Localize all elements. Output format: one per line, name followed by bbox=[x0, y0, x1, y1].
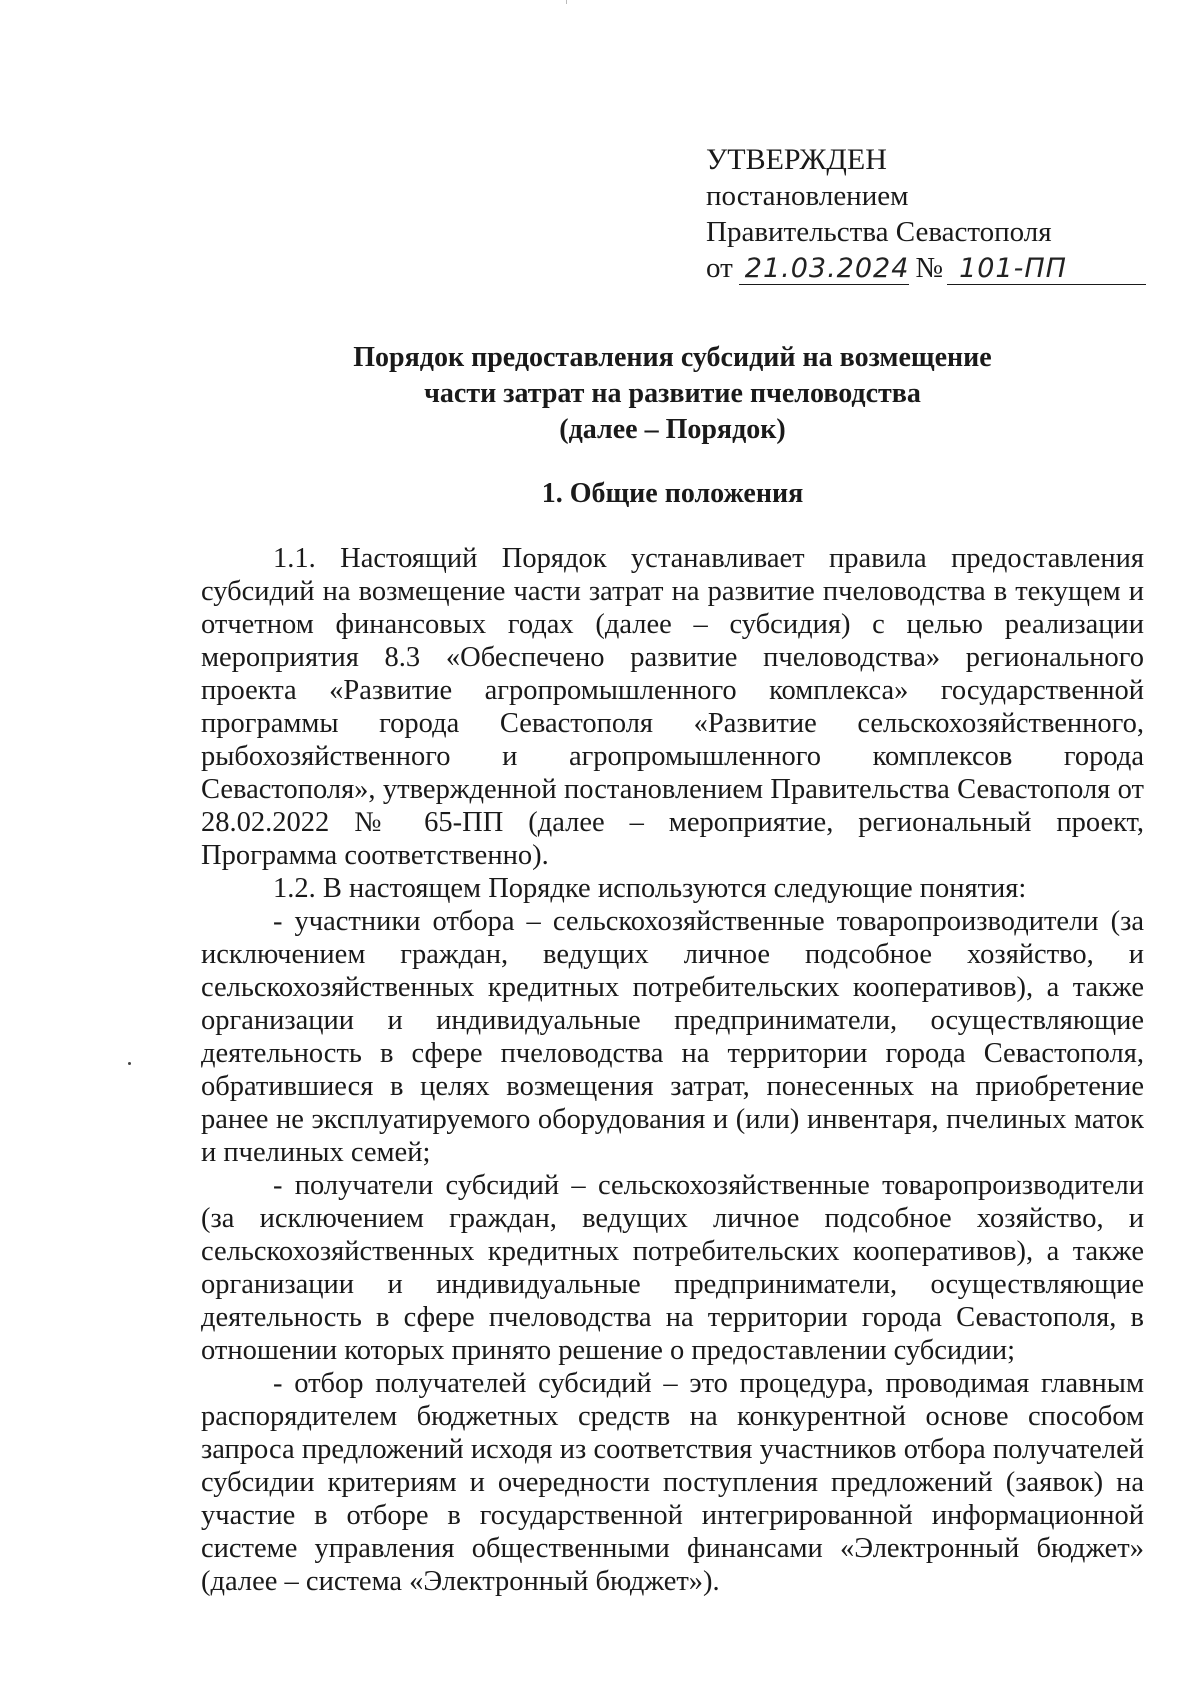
paragraph-1-2: 1.2. В настоящем Порядке используются следующие понятия: bbox=[273, 873, 1027, 904]
definition-recipients: - получатели субсидий – сельскохозяйственные товаропроизводители (за исключением граждан, ведущих личное подсобное хозяйство, и сельскохозяйственных кредитных потребительских кооперативов), а также организации и индивидуальные предприниматели, осуществляющие деятельность в сфере пчеловодства на территории города Севастополя, в отношении которых принято решение о предоставлении субсидии; bbox=[201, 1170, 1144, 1366]
number-sign: № bbox=[915, 252, 944, 284]
title-line-3: (далее – Порядок) bbox=[559, 414, 786, 445]
scan-speck bbox=[128, 1062, 131, 1065]
definition-participants: - участники отбора – сельскохозяйственные товаропроизводители (за исключением граждан, ведущих личное подсобное хозяйство, и сельскохозяйственных кредитных потребительских кооперативов), а также организации и индивидуальные предприниматели, осуществляющие деятельность в сфере пчеловодства на территории города Севастополя, обратившиеся в целях возмещения затрат, понесенных на приобретение ранее не эксплуатируемого оборудования и (или) инвентаря, пчелиных маток и пчелиных семей; bbox=[201, 906, 1144, 1168]
title-line-1: Порядок предоставления субсидий на возмещение bbox=[353, 342, 992, 373]
scan-mark bbox=[566, 0, 567, 4]
approval-line-resolution: постановлением bbox=[706, 180, 909, 212]
section-heading: 1. Общие положения bbox=[541, 478, 804, 509]
approval-date-number-line bbox=[706, 250, 1146, 286]
approval-block bbox=[706, 142, 1146, 286]
approval-heading: УТВЕРЖДЕН bbox=[706, 143, 887, 176]
paragraph-1-1: 1.1. Настоящий Порядок устанавливает правила предоставления субсидий на возмещение части затрат на развитие пчеловодства в текущем и отчетном финансовых годах (далее – субсидия) с целью реализации мероприятия 8.3 «Обеспечено развитие пчеловодства» регионального проекта «Развитие агропромышленного комплекса» государственной программы города Севастополя «Развитие сельскохозяйственного, рыбохозяйственного и агропромышленного комплексов города Севастополя», утвержденной постановлением Правительства Севастополя от 28.02.2022 № 65-ПП (далее – мероприятие, региональный проект, Программа соответственно). bbox=[201, 543, 1144, 871]
handwritten-date: 21.03.2024 bbox=[739, 254, 910, 285]
document-body bbox=[201, 542, 1144, 1598]
handwritten-number: 101-ПП bbox=[947, 254, 1146, 285]
definition-selection: - отбор получателей субсидий – это процедура, проводимая главным распорядителем бюджетных средств на конкурентной основе способом запроса предложений исходя из соответствия участников отбора получателей субсидии критериям и очередности поступления предложений (заявок) на участие в отборе в государственной интегрированной информационной системе управления общественными финансами «Электронный бюджет» (далее – система «Электронный бюджет»). bbox=[201, 1368, 1144, 1597]
date-prefix: от bbox=[706, 252, 733, 284]
title-line-2: части затрат на развитие пчеловодства bbox=[424, 378, 921, 409]
approval-line-government: Правительства Севастополя bbox=[706, 216, 1052, 248]
document-title bbox=[200, 340, 1145, 448]
